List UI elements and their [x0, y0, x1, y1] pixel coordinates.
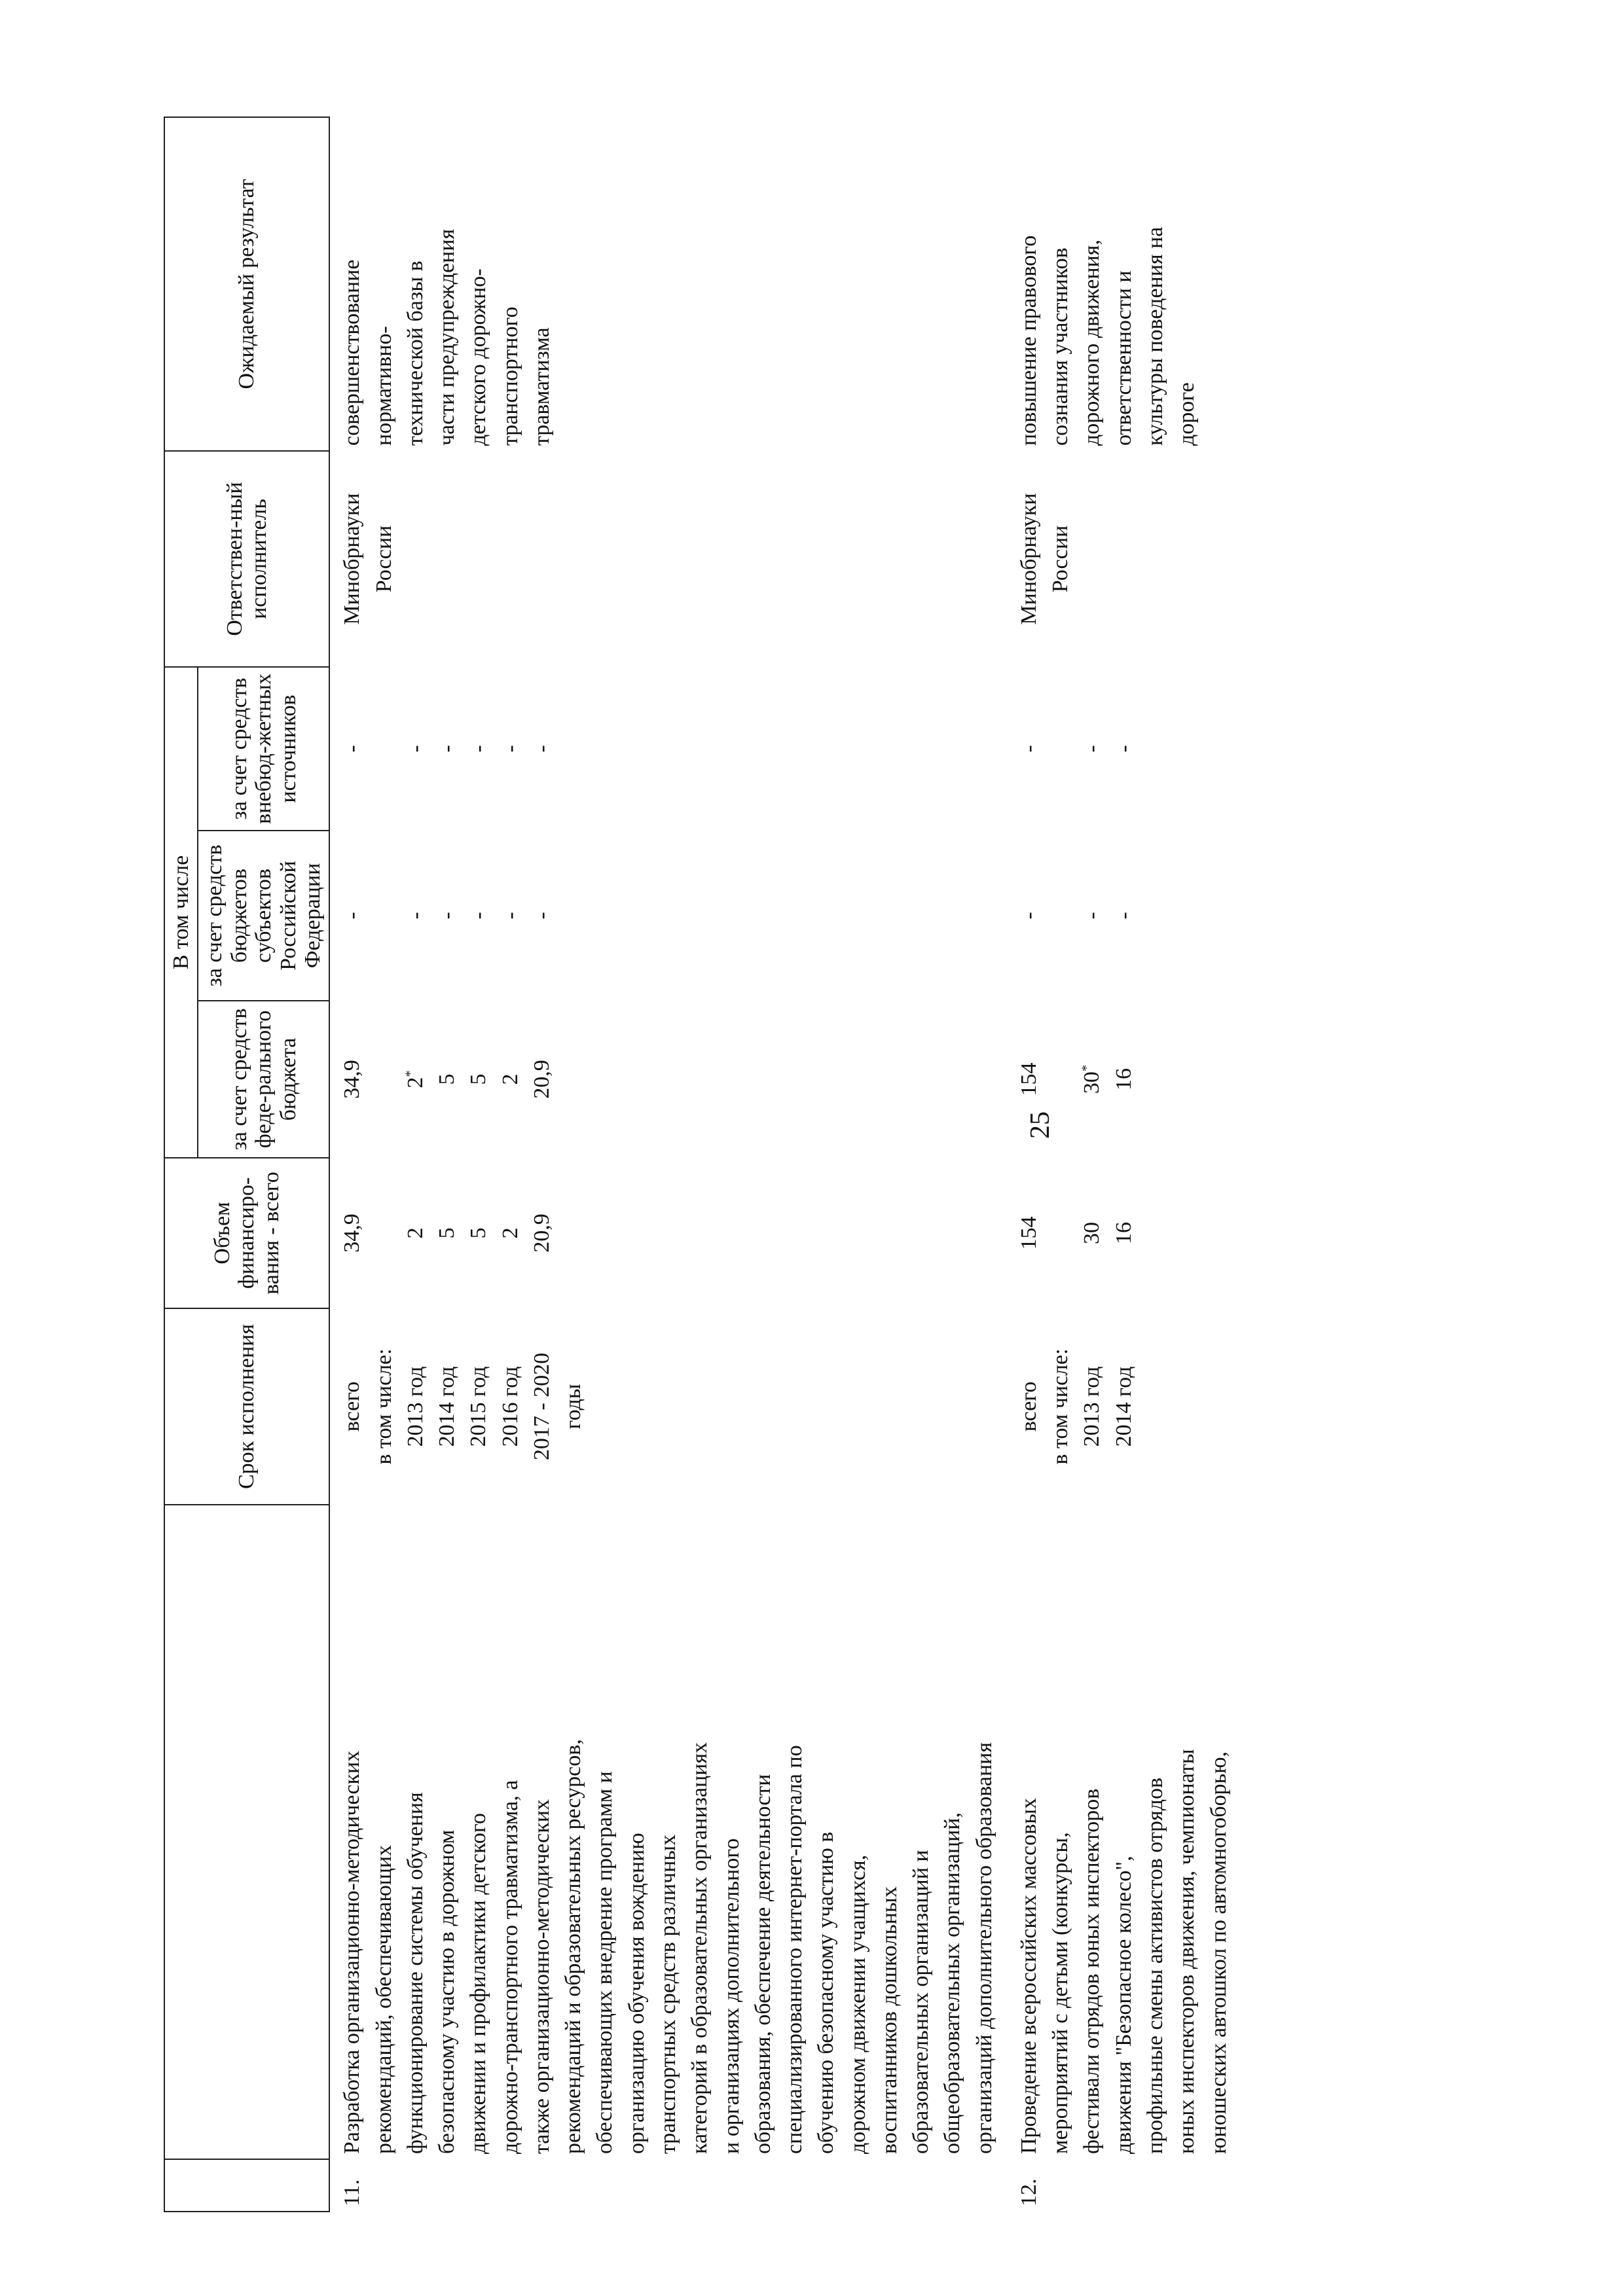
- measure-name-line: Разработка организационно-методических: [340, 1750, 365, 2154]
- expected-result-line: ответственности и: [1111, 270, 1136, 446]
- blank-line: [558, 672, 589, 825]
- measure-number: [329, 2159, 1007, 2212]
- term-value: 2014 год: [1111, 1366, 1136, 1447]
- blank-line: [369, 1163, 400, 1303]
- federal-budget-cell: [329, 1001, 1007, 1158]
- extrabudget-value: -: [435, 745, 460, 753]
- term-value: всего: [340, 1381, 365, 1432]
- measure-name-line: Проведение всероссийских массовых: [1016, 1797, 1041, 2154]
- regional-budget-value: -: [466, 912, 491, 920]
- extrabudget-value: -: [340, 745, 365, 753]
- federal-budget-value: 2: [403, 1077, 428, 1088]
- measure-number-text: 11.: [340, 2179, 365, 2206]
- blank-line: [1045, 1163, 1076, 1303]
- expected-result-cell: [329, 117, 1007, 451]
- measure-name-line: дорожно-транспортного травматизма, а: [498, 1780, 522, 2154]
- rotated-table-container: [164, 118, 1519, 2212]
- extrabudget-value: -: [529, 745, 554, 753]
- measure-number: [1007, 2159, 1241, 2212]
- extrabudget-value: -: [1080, 745, 1104, 753]
- measure-name-line: движении и профилактики детского: [466, 1813, 491, 2154]
- expected-result-line: части предупреждения: [435, 228, 460, 446]
- blank-line: [369, 836, 400, 996]
- funding-total-cell: [329, 1158, 1007, 1308]
- measure-name-line: и организациях дополнительного: [719, 1838, 744, 2154]
- expected-result-line: транспортного: [498, 306, 522, 446]
- federal-budget-cell: [1007, 1001, 1241, 1158]
- table-row: [1007, 117, 1241, 2212]
- measure-name-line: транспортных средств различных: [656, 1834, 680, 2154]
- term-value: 2013 год: [403, 1366, 428, 1447]
- page-number: 25: [1025, 1111, 1055, 1139]
- header-expected-result: Ожидаемый результат: [164, 117, 329, 451]
- measure-name-line: также организационно-методических: [529, 1799, 554, 2154]
- header-term: Срок исполнения: [164, 1308, 329, 1505]
- measure-name-line: образования, обеспечение деятельности: [750, 1774, 775, 2154]
- regional-budget-value: -: [1016, 912, 1041, 920]
- federal-budget-value: 5: [435, 1073, 460, 1085]
- blank-line: [558, 836, 589, 996]
- federal-budget-value: 5: [466, 1073, 491, 1085]
- header-number: [164, 2159, 329, 2212]
- funding-total-value: 30: [1080, 1222, 1104, 1244]
- term-value: всего: [1016, 1381, 1041, 1432]
- extrabudget-cell: [329, 667, 1007, 831]
- header-federal-budget: за счет средств феде-рального бюджета: [198, 1001, 329, 1158]
- expected-result-line: сознания участников: [1048, 247, 1073, 446]
- table-row: [329, 117, 1007, 2212]
- measure-name-line: рекомендаций, обеспечивающих: [371, 1844, 396, 2154]
- federal-budget-value: 16: [1111, 1068, 1136, 1090]
- header-funding-total: Объем финансиро-вания - всего: [164, 1158, 329, 1308]
- blank-line: [1045, 836, 1076, 996]
- expected-result-cell: [1007, 117, 1241, 451]
- extrabudget-value: -: [498, 745, 522, 753]
- regional-budget-cell: [1007, 831, 1241, 1001]
- measure-name-line: юношеских автошкол по автомногоборью,: [1206, 1751, 1231, 2154]
- extrabudget-cell: [1007, 667, 1241, 831]
- measure-name-line: безопасному участию в дорожном: [435, 1829, 460, 2154]
- blank-line: [369, 1006, 400, 1153]
- term-cell: [1007, 1308, 1241, 1505]
- expected-result-line: совершенствование: [340, 259, 365, 446]
- measure-name-line: функционирование системы обучения: [403, 1792, 428, 2154]
- funding-total-value: 2: [498, 1227, 522, 1239]
- header-including-group: В том числе: [164, 667, 198, 1158]
- term-value: 2013 год: [1080, 1366, 1104, 1447]
- funding-total-value: 34,9: [340, 1213, 365, 1253]
- measure-name-line: движения "Безопасное колесо",: [1111, 1856, 1136, 2154]
- extrabudget-value: -: [403, 745, 428, 753]
- term-value: 2014 год: [435, 1366, 460, 1447]
- extrabudget-value: -: [466, 745, 491, 753]
- federal-budget-value: 30: [1080, 1071, 1104, 1094]
- term-value: 2016 год: [498, 1366, 522, 1447]
- footnote-marker: *: [1080, 1064, 1095, 1072]
- measure-name-line: мероприятий с детьми (конкурсы,: [1048, 1832, 1073, 2154]
- measure-name-line: юных инспекторов движения, чемпионаты: [1175, 1749, 1199, 2154]
- term-value: 2017 - 2020: [529, 1352, 554, 1461]
- responsible-line: Минобрнауки: [340, 493, 365, 625]
- federal-budget-value: 34,9: [340, 1060, 365, 1099]
- header-measure-name: [164, 1505, 329, 2159]
- measure-name-line: образовательных организаций и: [909, 1850, 934, 2154]
- responsible-cell: [329, 451, 1007, 667]
- header-row-1: [164, 117, 198, 2212]
- term-cell: [329, 1308, 1007, 1505]
- funding-total-value: 20,9: [529, 1213, 554, 1253]
- blank-line: [1045, 1006, 1076, 1153]
- expected-result-line: дорожного движения,: [1080, 240, 1104, 446]
- regional-budget-value: -: [1080, 912, 1104, 920]
- extrabudget-value: -: [1016, 745, 1041, 753]
- expected-result-line: дороге: [1175, 382, 1199, 446]
- measure-name-line: категорий в образовательных организациях: [687, 1742, 712, 2154]
- funding-total-cell: [1007, 1158, 1241, 1308]
- term-value: в том числе:: [371, 1348, 396, 1465]
- regional-budget-value: -: [403, 912, 428, 920]
- federal-budget-value: 154: [1016, 1062, 1041, 1096]
- regional-budget-value: -: [529, 912, 554, 920]
- expected-result-line: культуры поведения на: [1142, 226, 1167, 446]
- header-extrabudget: за счет средств внебюд-жетных источников: [198, 667, 329, 831]
- measure-name: [1007, 1505, 1241, 2159]
- measure-name-line: общеобразовательных организаций,: [940, 1812, 965, 2154]
- measure-name-line: дорожном движении учащихся,: [845, 1854, 870, 2154]
- federal-budget-value-with-note: [400, 1006, 431, 1153]
- extrabudget-value: -: [1111, 745, 1136, 753]
- regional-budget-value: -: [498, 912, 522, 920]
- term-value: в том числе:: [1048, 1348, 1073, 1465]
- measure-name-line: воспитанников дошкольных: [877, 1886, 902, 2154]
- regional-budget-value: -: [435, 912, 460, 920]
- blank-line: [1045, 672, 1076, 825]
- federal-budget-value-with-note: [1076, 1006, 1108, 1153]
- header-regional-budget: за счет средств бюджетов субъектов Российской Федерации: [198, 831, 329, 1001]
- blank-line: [558, 1006, 589, 1153]
- funding-total-value: 5: [435, 1227, 460, 1239]
- measure-name-line: фестивали отрядов юных инспекторов: [1080, 1788, 1104, 2154]
- measure-number-text: 12.: [1016, 2178, 1041, 2206]
- funding-total-value: 2: [403, 1227, 428, 1239]
- responsible-line: России: [1048, 525, 1073, 593]
- measure-name-line: обеспечивающих внедрение программ и: [593, 1771, 617, 2154]
- expected-result-line: травматизма: [529, 327, 554, 446]
- responsible-line: Минобрнауки: [1016, 493, 1041, 625]
- regional-budget-cell: [329, 831, 1007, 1001]
- expected-result-line: детского дорожно-: [466, 268, 491, 446]
- measure-name-line: специализированного интернет-портала по: [782, 1745, 807, 2154]
- measure-name-line: обучению безопасному участию в: [814, 1831, 839, 2154]
- expected-result-line: технической базы в: [403, 260, 428, 446]
- responsible-cell: [1007, 451, 1241, 667]
- footnote-marker: *: [403, 1070, 418, 1077]
- funding-total-value: 154: [1016, 1216, 1041, 1250]
- regional-budget-value: -: [1111, 912, 1136, 920]
- term-value: годы: [561, 1384, 586, 1429]
- measure-name: [329, 1505, 1007, 2159]
- measure-name-line: организаций дополнительного образования: [972, 1742, 996, 2154]
- measure-name-line: рекомендаций и образовательных ресурсов,: [561, 1739, 586, 2154]
- term-value: 2015 год: [466, 1366, 491, 1447]
- expected-result-line: нормативно-: [371, 326, 396, 446]
- table-body: [329, 117, 1241, 2212]
- expected-result-line: повышение правового: [1016, 235, 1041, 446]
- federal-budget-value: 2: [498, 1073, 522, 1085]
- funding-total-value: 5: [466, 1227, 491, 1239]
- measure-name-line: организацию обучения вождению: [624, 1833, 649, 2154]
- header-responsible: Ответствен-ный исполнитель: [164, 451, 329, 667]
- funding-total-value: 16: [1111, 1222, 1136, 1244]
- regional-budget-value: -: [340, 912, 365, 920]
- blank-line: [369, 672, 400, 825]
- federal-budget-value: 20,9: [529, 1060, 554, 1099]
- responsible-line: России: [371, 525, 396, 593]
- program-measures-table: [164, 117, 1241, 2212]
- measure-name-line: профильные смены активистов отрядов: [1142, 1777, 1167, 2154]
- blank-line: [558, 1163, 589, 1303]
